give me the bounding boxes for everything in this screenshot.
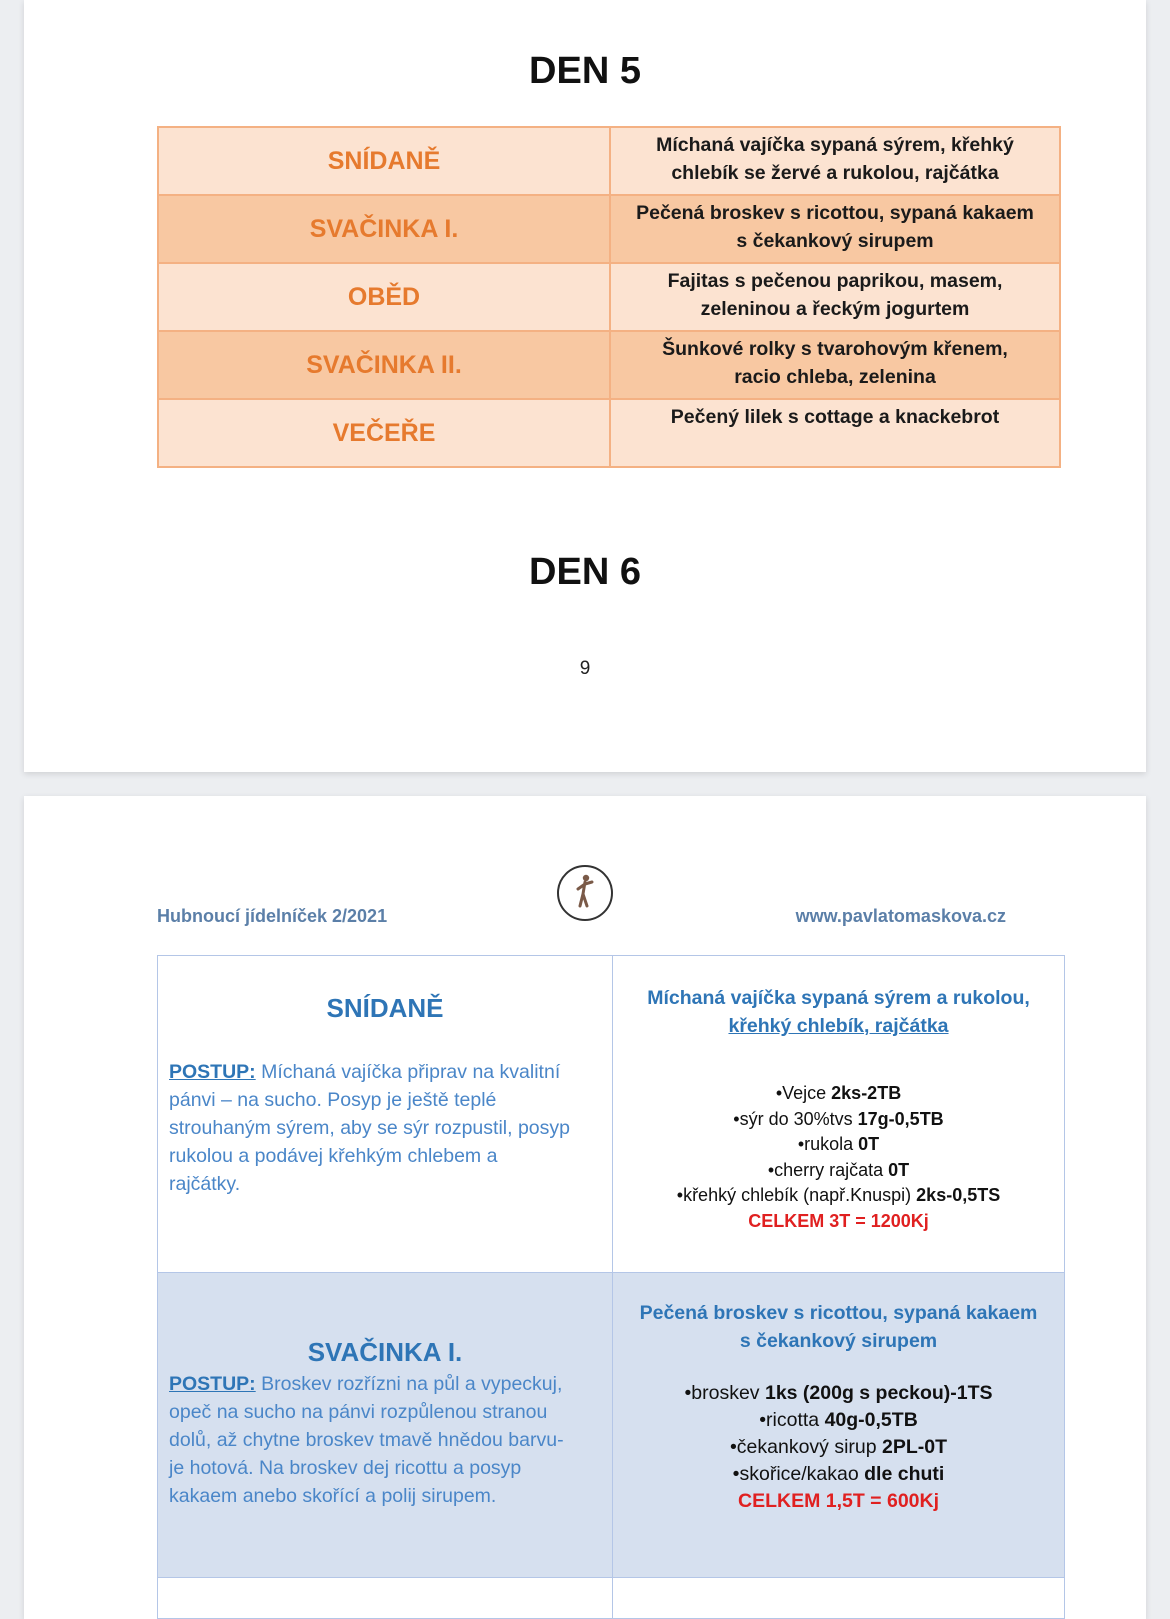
postup-line: opeč na sucho na pánvi rozpůlenou stranou — [169, 1401, 548, 1423]
ingredient-amount: 2PL-0T — [882, 1436, 948, 1458]
postup-line: Míchaná vajíčka připrav na kvalitní — [255, 1061, 561, 1083]
list-item — [613, 1434, 1064, 1461]
ingredient-name: •broskev — [684, 1382, 765, 1404]
table-row — [158, 331, 1060, 399]
header-title: Hubnoucí jídelníček 2/2021 — [157, 906, 388, 926]
list-item — [613, 1132, 1064, 1158]
day-6-detail-table — [157, 955, 1065, 1619]
ingredient-amount: 2ks-2TB — [831, 1083, 902, 1103]
postup-line: rukolou a podávej křehkým chlebem a — [169, 1145, 498, 1167]
dish-heading-line: křehký chlebík, rajčátka — [728, 1015, 949, 1037]
ingredient-amount: 40g-0,5TB — [824, 1409, 918, 1431]
list-item — [613, 1380, 1064, 1407]
ingredient-amount: 17g-0,5TB — [857, 1108, 944, 1129]
dish-cell — [610, 399, 1060, 467]
list-item — [613, 1158, 1064, 1184]
dish-ingredients-cell — [613, 956, 1065, 1273]
dish-heading-line: Pečená broskev s ricottou, sypaná kakaem — [639, 1302, 1038, 1324]
runner-logo-icon — [556, 864, 614, 922]
ingredient-list — [613, 1380, 1064, 1515]
table-row — [158, 1273, 1065, 1578]
list-item — [613, 1107, 1064, 1133]
dish-text-line: Míchaná vajíčka sypaná sýrem, křehký — [656, 134, 1014, 156]
meal-label: SVAČINKA II. — [158, 331, 610, 399]
day-5-menu-table — [157, 126, 1061, 468]
list-item — [613, 1183, 1064, 1209]
postup-text — [158, 1058, 612, 1198]
dish-text-line: s čekankový sirupem — [736, 230, 934, 252]
empty-cell — [158, 1578, 613, 1619]
list-item — [613, 1407, 1064, 1434]
ingredient-amount: dle chuti — [864, 1463, 945, 1485]
list-item — [613, 1461, 1064, 1488]
ingredient-name: •ricotta — [759, 1409, 825, 1431]
postup-label: POSTUP: — [169, 1061, 256, 1083]
ingredient-name: •rukola — [797, 1134, 859, 1154]
ingredient-amount: 0T — [858, 1134, 880, 1154]
meal-instructions-cell — [158, 1273, 613, 1578]
document-page-10 — [24, 796, 1146, 1619]
table-row — [158, 956, 1065, 1273]
dish-text-line: zeleninou a řeckým jogurtem — [700, 298, 970, 320]
ingredient-name: •čekankový sirup — [729, 1436, 883, 1458]
meal-label: VEČEŘE — [158, 399, 610, 467]
meal-heading: SVAČINKA I. — [307, 1337, 463, 1367]
day-6-title: DEN 6 — [529, 551, 641, 593]
dish-text-line: racio chleba, zelenina — [734, 366, 936, 388]
postup-line: Broskev rozřízni na půl a vypeckuj, — [255, 1373, 563, 1395]
postup-line: rajčátky. — [169, 1173, 241, 1195]
meal-label: SNÍDANĚ — [158, 127, 610, 195]
meal-label: OBĚD — [158, 263, 610, 331]
dish-ingredients-cell — [613, 1273, 1065, 1578]
postup-line: strouhaným sýrem, aby se sýr rozpustil, posyp — [169, 1117, 570, 1139]
dish-heading-line: s čekankový sirupem — [739, 1330, 938, 1352]
dish-cell — [610, 127, 1060, 195]
total-energy: CELKEM 1,5T = 600Kj — [737, 1490, 940, 1512]
dish-text-line: chlebík se žervé a rukolou, rajčátka — [671, 162, 999, 184]
dish-heading — [613, 984, 1064, 1040]
postup-label: POSTUP: — [169, 1373, 256, 1395]
dish-cell — [610, 263, 1060, 331]
dish-heading-line: Míchaná vajíčka sypaná sýrem a rukolou, — [647, 987, 1030, 1009]
dish-text-line: Fajitas s pečenou paprikou, masem, — [667, 270, 1003, 292]
postup-line: dolů, až chytne broskev tmavě hnědou barvu- — [169, 1429, 564, 1451]
postup-text — [158, 1370, 612, 1510]
list-item — [613, 1081, 1064, 1107]
table-row — [158, 195, 1060, 263]
ingredient-amount: 2ks-0,5TS — [916, 1185, 1001, 1205]
ingredient-name: •Vejce — [775, 1083, 832, 1103]
empty-cell — [613, 1578, 1065, 1619]
ingredient-list — [613, 1081, 1064, 1234]
page-number: 9 — [579, 658, 591, 679]
dish-heading — [613, 1299, 1064, 1355]
table-row — [158, 127, 1060, 195]
table-row — [158, 1578, 1065, 1619]
postup-line: kakaem anebo skořící a polij sirupem. — [169, 1485, 497, 1507]
dish-text-line: Pečený lilek s cottage a knackebrot — [670, 406, 1000, 428]
ingredient-amount: 0T — [888, 1159, 910, 1180]
ingredient-name: •křehký chlebík (např.Knuspi) — [676, 1185, 917, 1205]
total-energy: CELKEM 3T = 1200Kj — [748, 1210, 929, 1231]
day-5-title: DEN 5 — [529, 50, 641, 92]
dish-text-line: Pečená broskev s ricottou, sypaná kakaem — [636, 202, 1034, 224]
meal-label: SVAČINKA I. — [158, 195, 610, 263]
header-website: www.pavlatomaskova.cz — [795, 906, 1006, 926]
postup-line: pánvi – na sucho. Posyp je ještě teplé — [169, 1089, 497, 1111]
table-row — [158, 263, 1060, 331]
dish-text-line: Šunkové rolky s tvarohovým křenem, — [662, 338, 1008, 360]
dish-cell — [610, 331, 1060, 399]
ingredient-name: •skořice/kakao — [732, 1463, 865, 1485]
postup-line: je hotová. Na broskev dej ricottu a posyp — [169, 1457, 522, 1479]
ingredient-name: •cherry rajčata — [767, 1159, 889, 1180]
ingredient-amount: 1ks (200g s peckou)-1TS — [764, 1382, 993, 1404]
document-page-9 — [24, 0, 1146, 772]
meal-instructions-cell — [158, 956, 613, 1273]
dish-cell — [610, 195, 1060, 263]
meal-heading: SNÍDANĚ — [326, 993, 444, 1023]
ingredient-name: •sýr do 30%tvs — [733, 1108, 858, 1129]
table-row — [158, 399, 1060, 467]
